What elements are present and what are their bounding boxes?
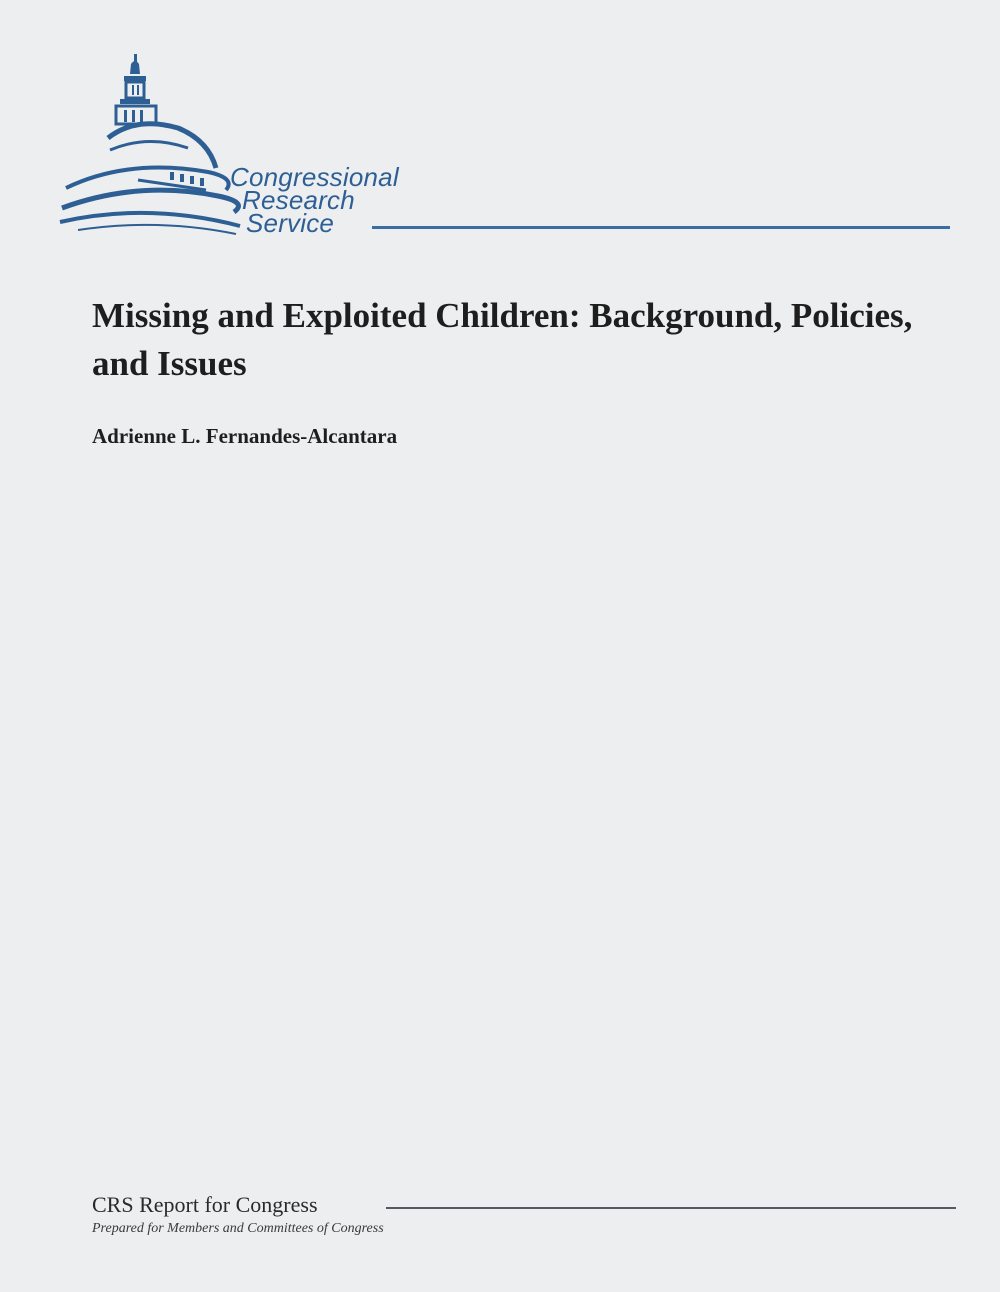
capitol-dome-icon	[58, 50, 258, 240]
document-author: Adrienne L. Fernandes-Alcantara	[92, 424, 398, 448]
logo-line-research: Research	[242, 185, 355, 215]
logo-wordmark	[230, 162, 399, 238]
footer-subtitle: Prepared for Members and Committees of Congress	[92, 1221, 384, 1236]
document-title: Missing and Exploited Children: Background, Policies, and Issues	[92, 296, 913, 383]
logo-line-service: Service	[246, 208, 335, 238]
footer-divider	[386, 1207, 956, 1209]
header-divider	[372, 226, 950, 229]
footer-report-label: CRS Report for Congress	[92, 1192, 318, 1217]
logo-line-congressional: Congressional	[230, 162, 399, 192]
